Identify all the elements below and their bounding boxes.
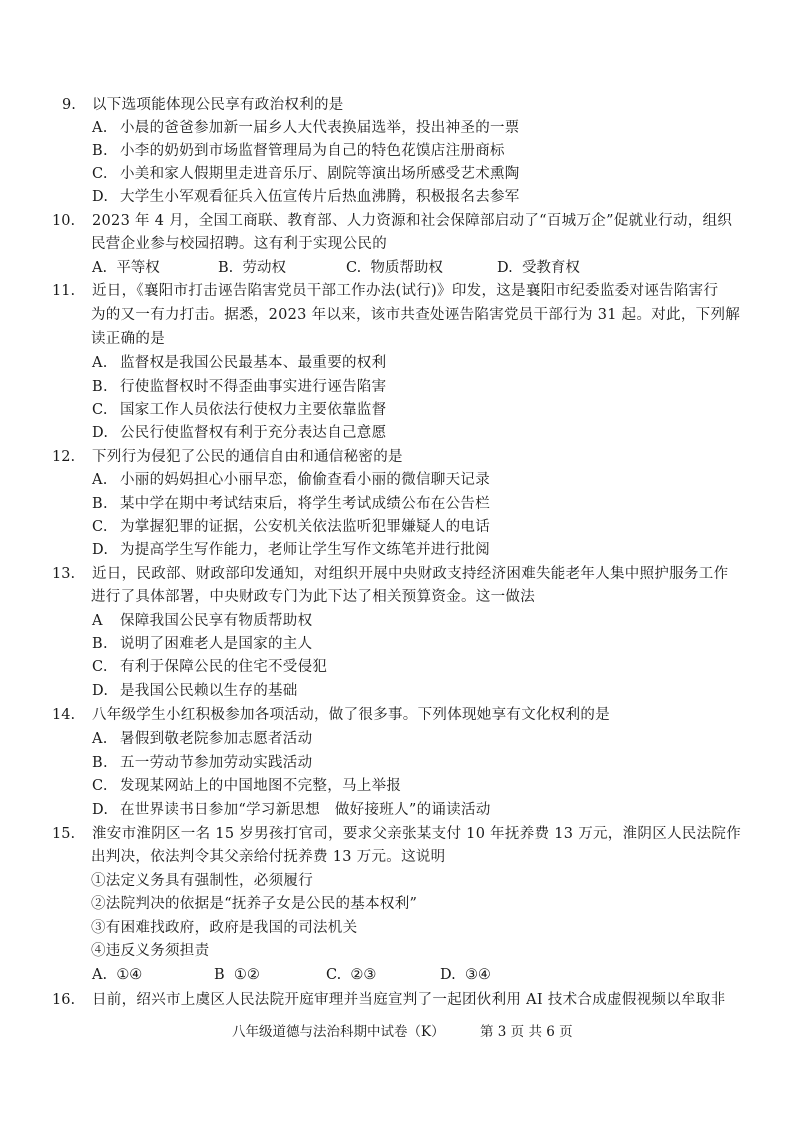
option-d: D. 公民行使监督权有利于充分表达自己意愿 (92, 425, 387, 441)
option-d: D. 受教育权 (497, 260, 580, 276)
question-stem-line-2: 进行了具体部署，中央财政专门为此下达了相关预算资金。这一做法 (91, 589, 535, 605)
option-d: D. 为提高学生写作能力，老师让学生写作文练笔并进行批阅 (92, 542, 490, 558)
page-number: 第 3 页 共 6 页 (480, 1024, 573, 1040)
question-stem-line-3: 读正确的是 (91, 331, 165, 347)
question-stem-line-1: 日前，绍兴市上虞区人民法院开庭审理并当庭宣判了一起团伙利用 AI 技术合成虚假视频以牟取非 (92, 992, 726, 1008)
option-d: D. 大学生小军观看征兵入伍宣传片后热血沸腾，积极报名去参军 (92, 189, 520, 205)
statement-3: ③有困难找政府，政府是我国的司法机关 (91, 920, 358, 936)
question-stem-line-2: 民营企业参与校园招聘。这有利于实现公民的 (91, 236, 387, 252)
option-c: C. ②③ (326, 967, 377, 983)
option-b: B. 某中学在期中考试结束后，将学生考试成绩公布在公告栏 (92, 496, 490, 512)
question-number: 11. (52, 283, 76, 299)
question-stem: 下列行为侵犯了公民的通信自由和通信秘密的是 (92, 449, 403, 465)
statement-4: ④违反义务须担责 (91, 943, 210, 959)
option-c: C. 发现某网站上的中国地图不完整，马上举报 (92, 778, 402, 794)
question-stem-line-1: 2023 年 4 月，全国工商联、教育部、人力资源和社会保障部启动了“百城万企”促就业行动，组织 (92, 213, 733, 229)
option-c: C. 为掌握犯罪的证据，公安机关依法监听犯罪嫌疑人的电话 (92, 519, 490, 535)
option-a: A. ①④ (92, 967, 143, 983)
question-number: 9. (62, 97, 76, 113)
option-a: A. 平等权 (92, 260, 160, 276)
statement-1: ①法定义务具有强制性，必须履行 (91, 873, 313, 889)
option-a: A. 小晨的爸爸参加新一届乡人大代表换届选举，投出神圣的一票 (92, 120, 520, 136)
question-stem: 八年级学生小红积极参加各项活动，做了很多事。下列体现她享有文化权利的是 (92, 707, 610, 723)
question-number: 14. (52, 707, 76, 723)
question-stem-line-1: 淮安市淮阴区一名 15 岁男孩打官司，要求父亲张某支付 10 年抚养费 13 万元，淮阴区人民法院作 (92, 826, 742, 842)
option-a: A. 监督权是我国公民最基本、最重要的权利 (92, 355, 387, 371)
option-b: B. 小李的奶奶到市场监督管理局为自己的特色花馍店注册商标 (92, 143, 505, 159)
question-stem-line-1: 近日，民政部、财政部印发通知，对组织开展中央财政支持经济困难失能老年人集中照护服务工作 (92, 566, 729, 582)
option-d: D. 是我国公民赖以生存的基础 (92, 683, 298, 699)
question-stem-line-1: 近日，《襄阳市打击诬告陷害党员干部工作办法(试行)》印发，这是襄阳市纪委监委对诬告陷害行 (92, 283, 719, 299)
question-stem-line-2: 为的又一有力打击。据悉，2023 年以来，该市共查处诬告陷害党员干部行为 31 起。对此，下列解 (91, 307, 741, 323)
question-number: 12. (52, 449, 76, 465)
option-d: D. ③④ (440, 967, 491, 983)
question-number: 15. (52, 826, 76, 842)
option-a: A. 小丽的妈妈担心小丽早恋，偷偷查看小丽的微信聊天记录 (92, 472, 490, 488)
option-b: B. 说明了困难老人是国家的主人 (92, 636, 313, 652)
question-number: 10. (52, 213, 76, 229)
question-number: 13. (52, 566, 76, 582)
option-c: C. 物质帮助权 (346, 260, 443, 276)
option-c: C. 国家工作人员依法行使权力主要依靠监督 (92, 402, 387, 418)
statement-2: ②法院判决的依据是“抚养子女是公民的基本权利” (91, 896, 418, 912)
option-b: B. 劳动权 (218, 260, 286, 276)
option-a: A. 暑假到敬老院参加志愿者活动 (92, 731, 313, 747)
option-b: B. 五一劳动节参加劳动实践活动 (92, 755, 313, 771)
option-b: B. 行使监督权时不得歪曲事实进行诬告陷害 (92, 379, 387, 395)
question-stem-line-2: 出判决，依法判令其父亲给付抚养费 13 万元。这说明 (91, 849, 446, 865)
option-a: A 保障我国公民享有物质帮助权 (92, 613, 313, 629)
option-c: C. 有利于保障公民的住宅不受侵犯 (92, 659, 328, 675)
option-c: C. 小美和家人假期里走进音乐厅、剧院等演出场所感受艺术熏陶 (92, 166, 520, 182)
question-number: 16. (52, 992, 76, 1008)
exam-title: 八年级道德与法治科期中试卷（K） (232, 1024, 445, 1040)
option-d: D. 在世界读书日参加“学习新思想 做好接班人”的诵读活动 (92, 802, 491, 818)
option-b: B ①② (214, 967, 260, 983)
question-stem: 以下选项能体现公民享有政治权利的是 (92, 97, 344, 113)
